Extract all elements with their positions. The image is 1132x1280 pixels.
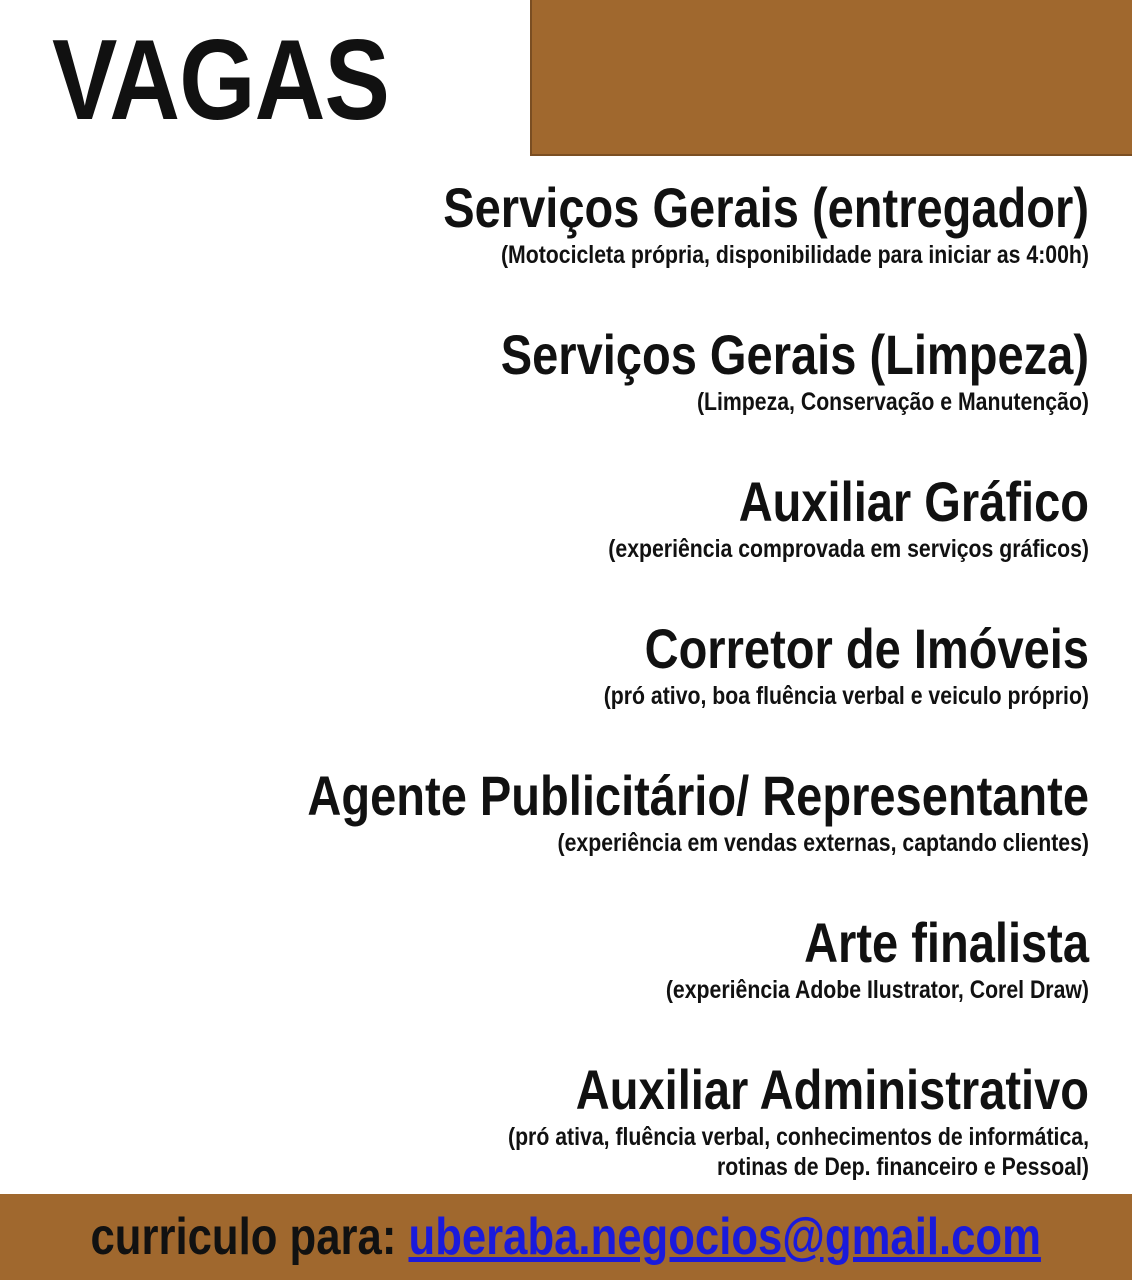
job-description: (Motocicleta própria, disponibilidade para iniciar as 4:00h) [500,241,1089,269]
job-description: (experiência comprovada em serviços gráficos) [608,535,1089,563]
job-description: rotinas de Dep. financeiro e Pessoal) [717,1153,1089,1181]
job-description: (pró ativa, fluência verbal, conhecimentos de informática, [507,1123,1090,1151]
job-description: (pró ativo, boa fluência verbal e veiculo próprio) [603,682,1089,710]
contact-label: curriculo para: [90,1208,409,1266]
job-item [29,1058,1089,1205]
contact-line [91,1207,1041,1267]
job-title: Agente Publicitário/ Representante [307,764,1090,827]
job-item [29,176,1089,323]
accent-block [530,0,1132,156]
job-title: Serviços Gerais (entregador) [443,176,1090,239]
job-description: (Limpeza, Conservação e Manutenção) [696,388,1089,416]
contact-footer [0,1194,1132,1280]
job-title: Auxiliar Gráfico [738,470,1089,533]
job-title: Serviços Gerais (Limpeza) [500,323,1089,386]
job-title: Corretor de Imóveis [644,617,1089,680]
page-title: VAGAS [52,17,390,144]
job-item [29,470,1089,617]
email-link[interactable]: uberaba.negocios@gmail.com [408,1208,1042,1266]
job-title: Auxiliar Administrativo [575,1058,1089,1121]
job-title: Arte finalista [804,911,1089,974]
job-list [29,176,1089,1205]
job-description: (experiência Adobe Ilustrator, Corel Draw) [665,976,1089,1004]
job-item [29,617,1089,764]
job-item [29,323,1089,470]
job-description: (experiência em vendas externas, captando clientes) [557,829,1089,857]
job-item [29,764,1089,911]
job-item [29,911,1089,1058]
